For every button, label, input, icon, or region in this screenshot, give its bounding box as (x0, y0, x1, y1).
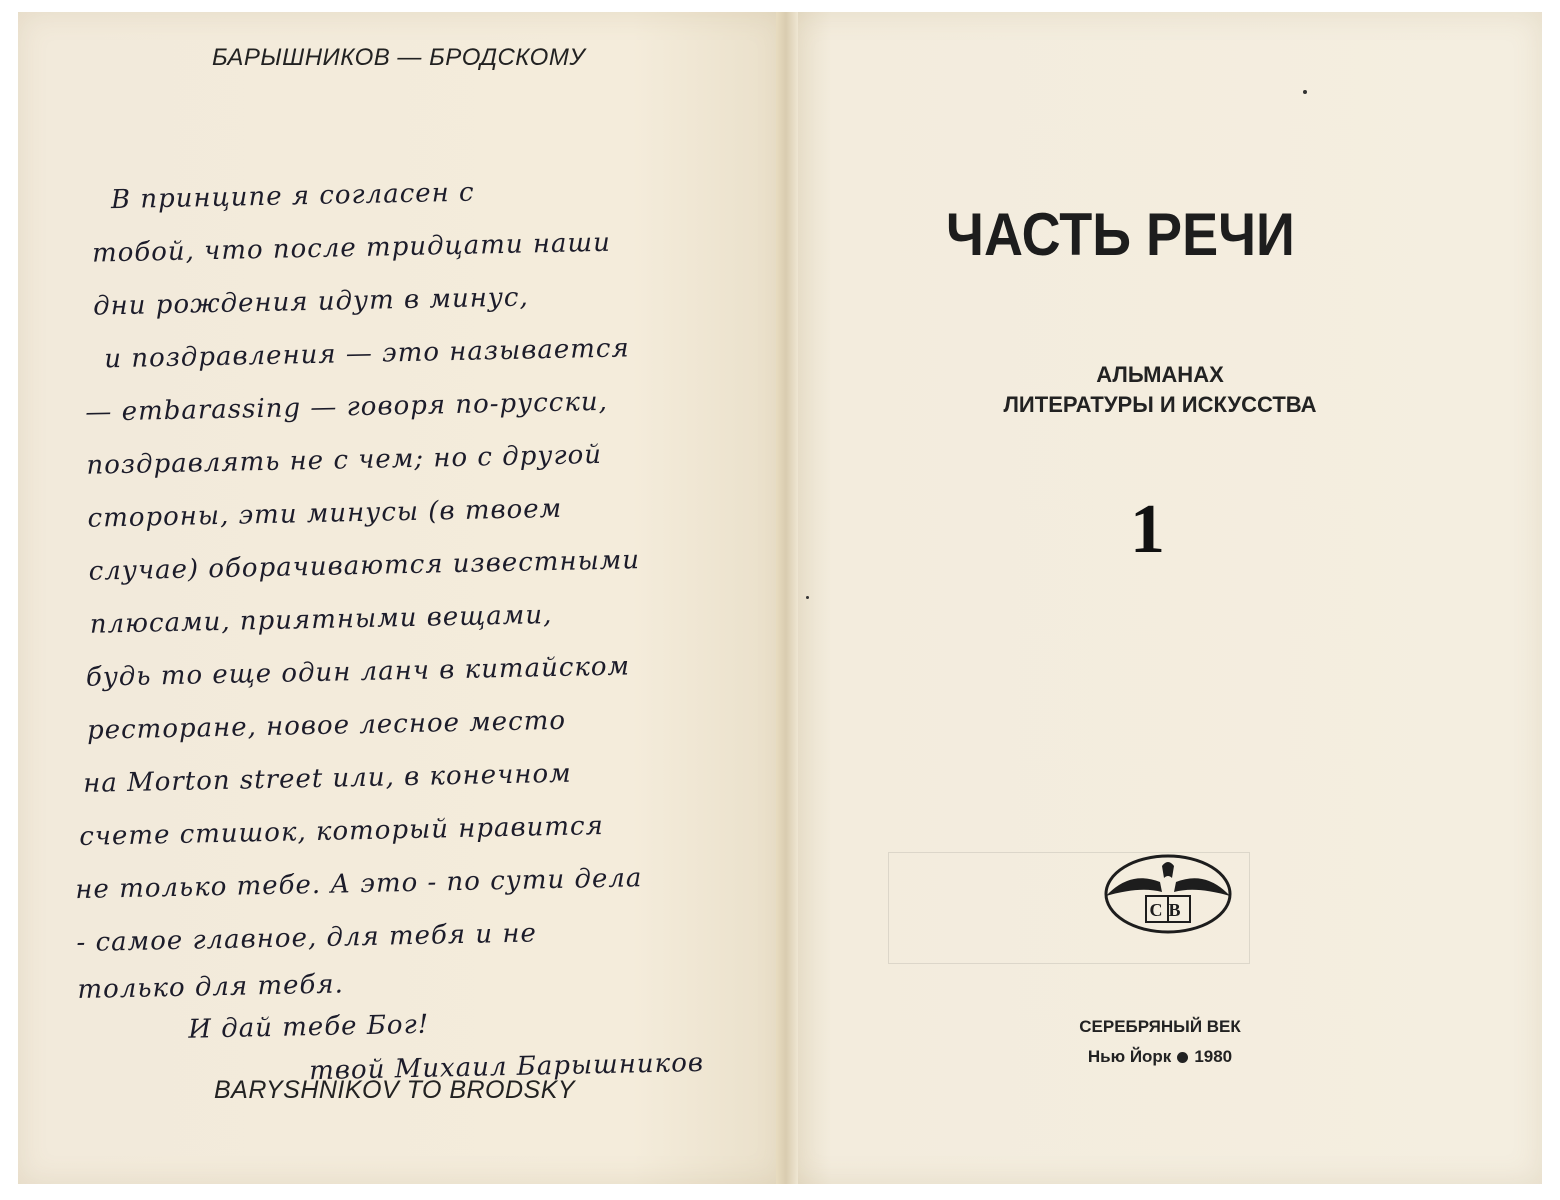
paper-speck (806, 596, 809, 599)
almanac-subtitle (940, 360, 1380, 420)
inscription-line: И дай тебе Бог! (188, 1009, 430, 1045)
publisher-block (1060, 1012, 1260, 1072)
inscription-line: только для тебя. (77, 969, 345, 1006)
inscription-line: и поздравления — это называется (103, 333, 630, 375)
inscription-line: — embarassing — говоря по-русски, (85, 386, 609, 428)
inscription-line: поздравлять не с чем; но с другой (86, 439, 603, 481)
book-spine (776, 12, 798, 1184)
publisher-name: СЕРЕБРЯНЫЙ ВЕК (1079, 1017, 1241, 1036)
inscription-line: тобой, что после тридцати наши (91, 227, 612, 269)
inscription-signature: твой Михаил Барышников (308, 1047, 705, 1087)
inscription-line: будь то еще один ланч в китайском (85, 651, 631, 693)
inscription-line: плюсами, приятными вещами, (89, 600, 553, 640)
logo-letters: СВ (1149, 900, 1187, 920)
caption-bottom: BARYSHNIKOV TO BRODSKY (214, 1076, 576, 1104)
inscription-line: ресторане, новое лесное место (86, 705, 567, 746)
publisher-year: 1980 (1194, 1047, 1233, 1066)
handwritten-inscription (60, 161, 759, 1098)
inscription-line: стороны, эти минусы (в твоем (87, 493, 563, 534)
inscription-line: В принципе я согласен с (110, 177, 475, 216)
inscription-line: - самое главное, для тебя и не (76, 918, 538, 959)
inscription-line: случае) оборачиваются известными (88, 545, 641, 587)
almanac-title: ЧАСТЬ РЕЧИ (946, 201, 1295, 268)
inscription-line: счете стишок, который нравится (78, 810, 605, 852)
caption-top: БАРЫШНИКОВ — БРОДСКОМУ (212, 44, 586, 71)
inscription-line: дни рождения идут в минус, (92, 282, 530, 322)
bullet-icon (1177, 1052, 1188, 1063)
inscription-line: не только тебе. А это - по сути дела (75, 863, 643, 906)
publisher-place-year (1060, 1042, 1260, 1072)
subtitle-line: АЛЬМАНАХ (1096, 362, 1224, 387)
right-page (786, 12, 1542, 1184)
issue-number: 1 (1130, 491, 1165, 568)
publisher-city: Нью Йорк (1087, 1047, 1172, 1066)
subtitle-line: ЛИТЕРАТУРЫ И ИСКУССТВА (1003, 392, 1317, 417)
inscription-line: на Morton street или, в конечном (82, 758, 572, 799)
publisher-logo-icon (1100, 852, 1236, 936)
paper-speck (1303, 90, 1307, 94)
